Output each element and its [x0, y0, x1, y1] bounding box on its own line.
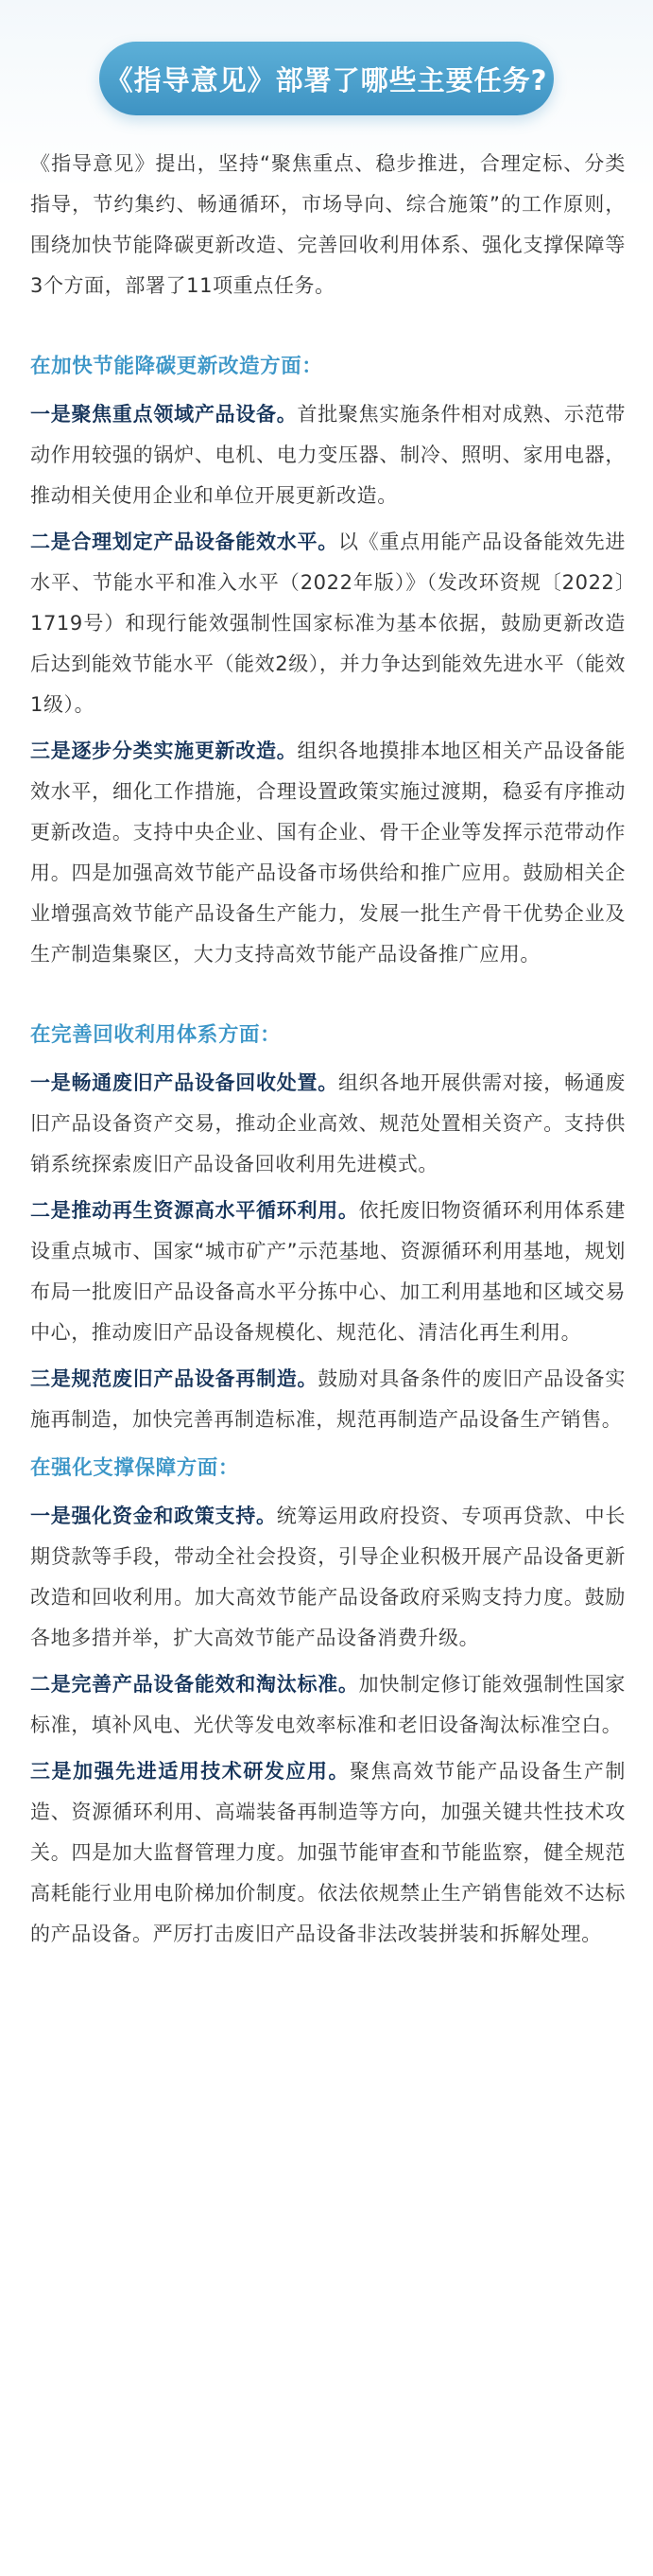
task-text: 首批聚焦实施条件相对成熟、示范带动作用较强的锅炉、电机、电力变压器、制冷、照明、家用电器，推动相关使用企业和单位开展更新改造。	[30, 403, 626, 507]
task-lead: 二是完善产品设备能效和淘汰标准。	[30, 1673, 359, 1696]
section-heading: 在强化支撑保障方面：	[30, 1456, 240, 1480]
section-heading: 在完善回收利用体系方面：	[30, 1023, 282, 1047]
task-lead: 一是聚焦重点领域产品设备。	[30, 403, 298, 426]
task-text: 加快制定修订能效强制性国家标准，填补风电、光伏等发电效率标准和老旧设备淘汰标准空白。	[30, 1673, 626, 1736]
task-text: 统筹运用政府投资、专项再贷款、中长期贷款等手段，带动全社会投资，引导企业积极开展产品设备更新改造和回收利用。加大高效节能产品设备政府采购支持力度。鼓励各地多措并举，扩大高效节能产品设备消费升级。	[30, 1505, 627, 1649]
task-text: 聚焦高效节能产品设备生产制造、资源循环利用、高端装备再制造等方向，加强关键共性技术攻关。四是加大监督管理力度。加强节能审查和节能监察，健全规范高耗能行业用电阶梯加价制度。依法依规禁止生产销售能效不达标的产品设备。严厉打击废旧产品设备非法改装拼装和拆解处理。	[30, 1760, 626, 1945]
task-lead: 三是加强先进适用技术研发应用。	[30, 1760, 350, 1783]
task-paragraph	[30, 731, 626, 975]
task-text: 依托废旧物资循环利用体系建设重点城市、国家“城市矿产”示范基地、资源循环利用基地，规划布局一批废旧产品设备高水平分拣中心、加工利用基地和区域交易中心，推动废旧产品设备规模化、规范化、清洁化再生利用。	[30, 1199, 626, 1344]
task-paragraph	[30, 1359, 626, 1440]
task-text: 组织各地摸排本地区相关产品设备能效水平，细化工作措施，合理设置政策实施过渡期，稳妥有序推动更新改造。支持中央企业、国有企业、骨干企业等发挥示范带动作用。四是加强高效节能产品设备市场供给和推广应用。鼓励相关企业增强高效节能产品设备生产能力，发展一批生产骨干优势企业及生产制造集聚区，大力支持高效节能产品设备推广应用。	[30, 740, 626, 966]
task-paragraph	[30, 1191, 626, 1353]
task-paragraph	[30, 1063, 626, 1185]
task-lead: 二是合理划定产品设备能效水平。	[30, 531, 338, 553]
task-paragraph	[30, 1496, 626, 1659]
title-banner	[99, 42, 554, 115]
task-paragraph	[30, 394, 626, 516]
section-heading: 在加快节能降碳更新改造方面：	[30, 355, 323, 378]
task-paragraph	[30, 1751, 626, 1955]
task-lead: 三是逐步分类实施更新改造。	[30, 740, 298, 762]
task-paragraph	[30, 1664, 626, 1746]
task-paragraph	[30, 522, 626, 725]
task-lead: 一是畅通废旧产品设备回收处置。	[30, 1071, 338, 1094]
task-lead: 三是规范废旧产品设备再制造。	[30, 1367, 318, 1390]
page-title: 《指导意见》部署了哪些主要任务?	[105, 63, 548, 96]
section-spacer	[30, 981, 626, 1015]
intro-paragraph: 《指导意见》提出，坚持“聚焦重点、稳步推进，合理定标、分类指导，节约集约、畅通循环，市场导向、综合施策”的工作原则，围绕加快节能降碳更新改造、完善回收利用体系、强化支撑保障等3个方面，部署了11项重点任务。	[30, 152, 626, 297]
article-body	[30, 144, 626, 1960]
task-lead: 一是强化资金和政策支持。	[30, 1505, 277, 1527]
task-lead: 二是推动再生资源高水平循环利用。	[30, 1199, 359, 1222]
section-energy-saving	[30, 346, 626, 975]
task-text: 鼓励对具备条件的废旧产品设备实施再制造，加快完善再制造标准，规范再制造产品设备生产销售。	[30, 1367, 626, 1431]
task-text: 组织各地开展供需对接，畅通废旧产品设备资产交易，推动企业高效、规范处置相关资产。支持供销系统探索废旧产品设备回收利用先进模式。	[30, 1071, 627, 1175]
section-support	[30, 1448, 626, 1955]
section-recycling	[30, 1015, 626, 1440]
task-text: 以《重点用能产品设备能效先进水平、节能水平和准入水平（2022年版）》（发改环资规〔2022〕1719号）和现行能效强制性国家标准为基本依据，鼓励更新改造后达到能效节能水平（能效2级），并力争达到能效先进水平（能效1级）。	[30, 531, 627, 716]
